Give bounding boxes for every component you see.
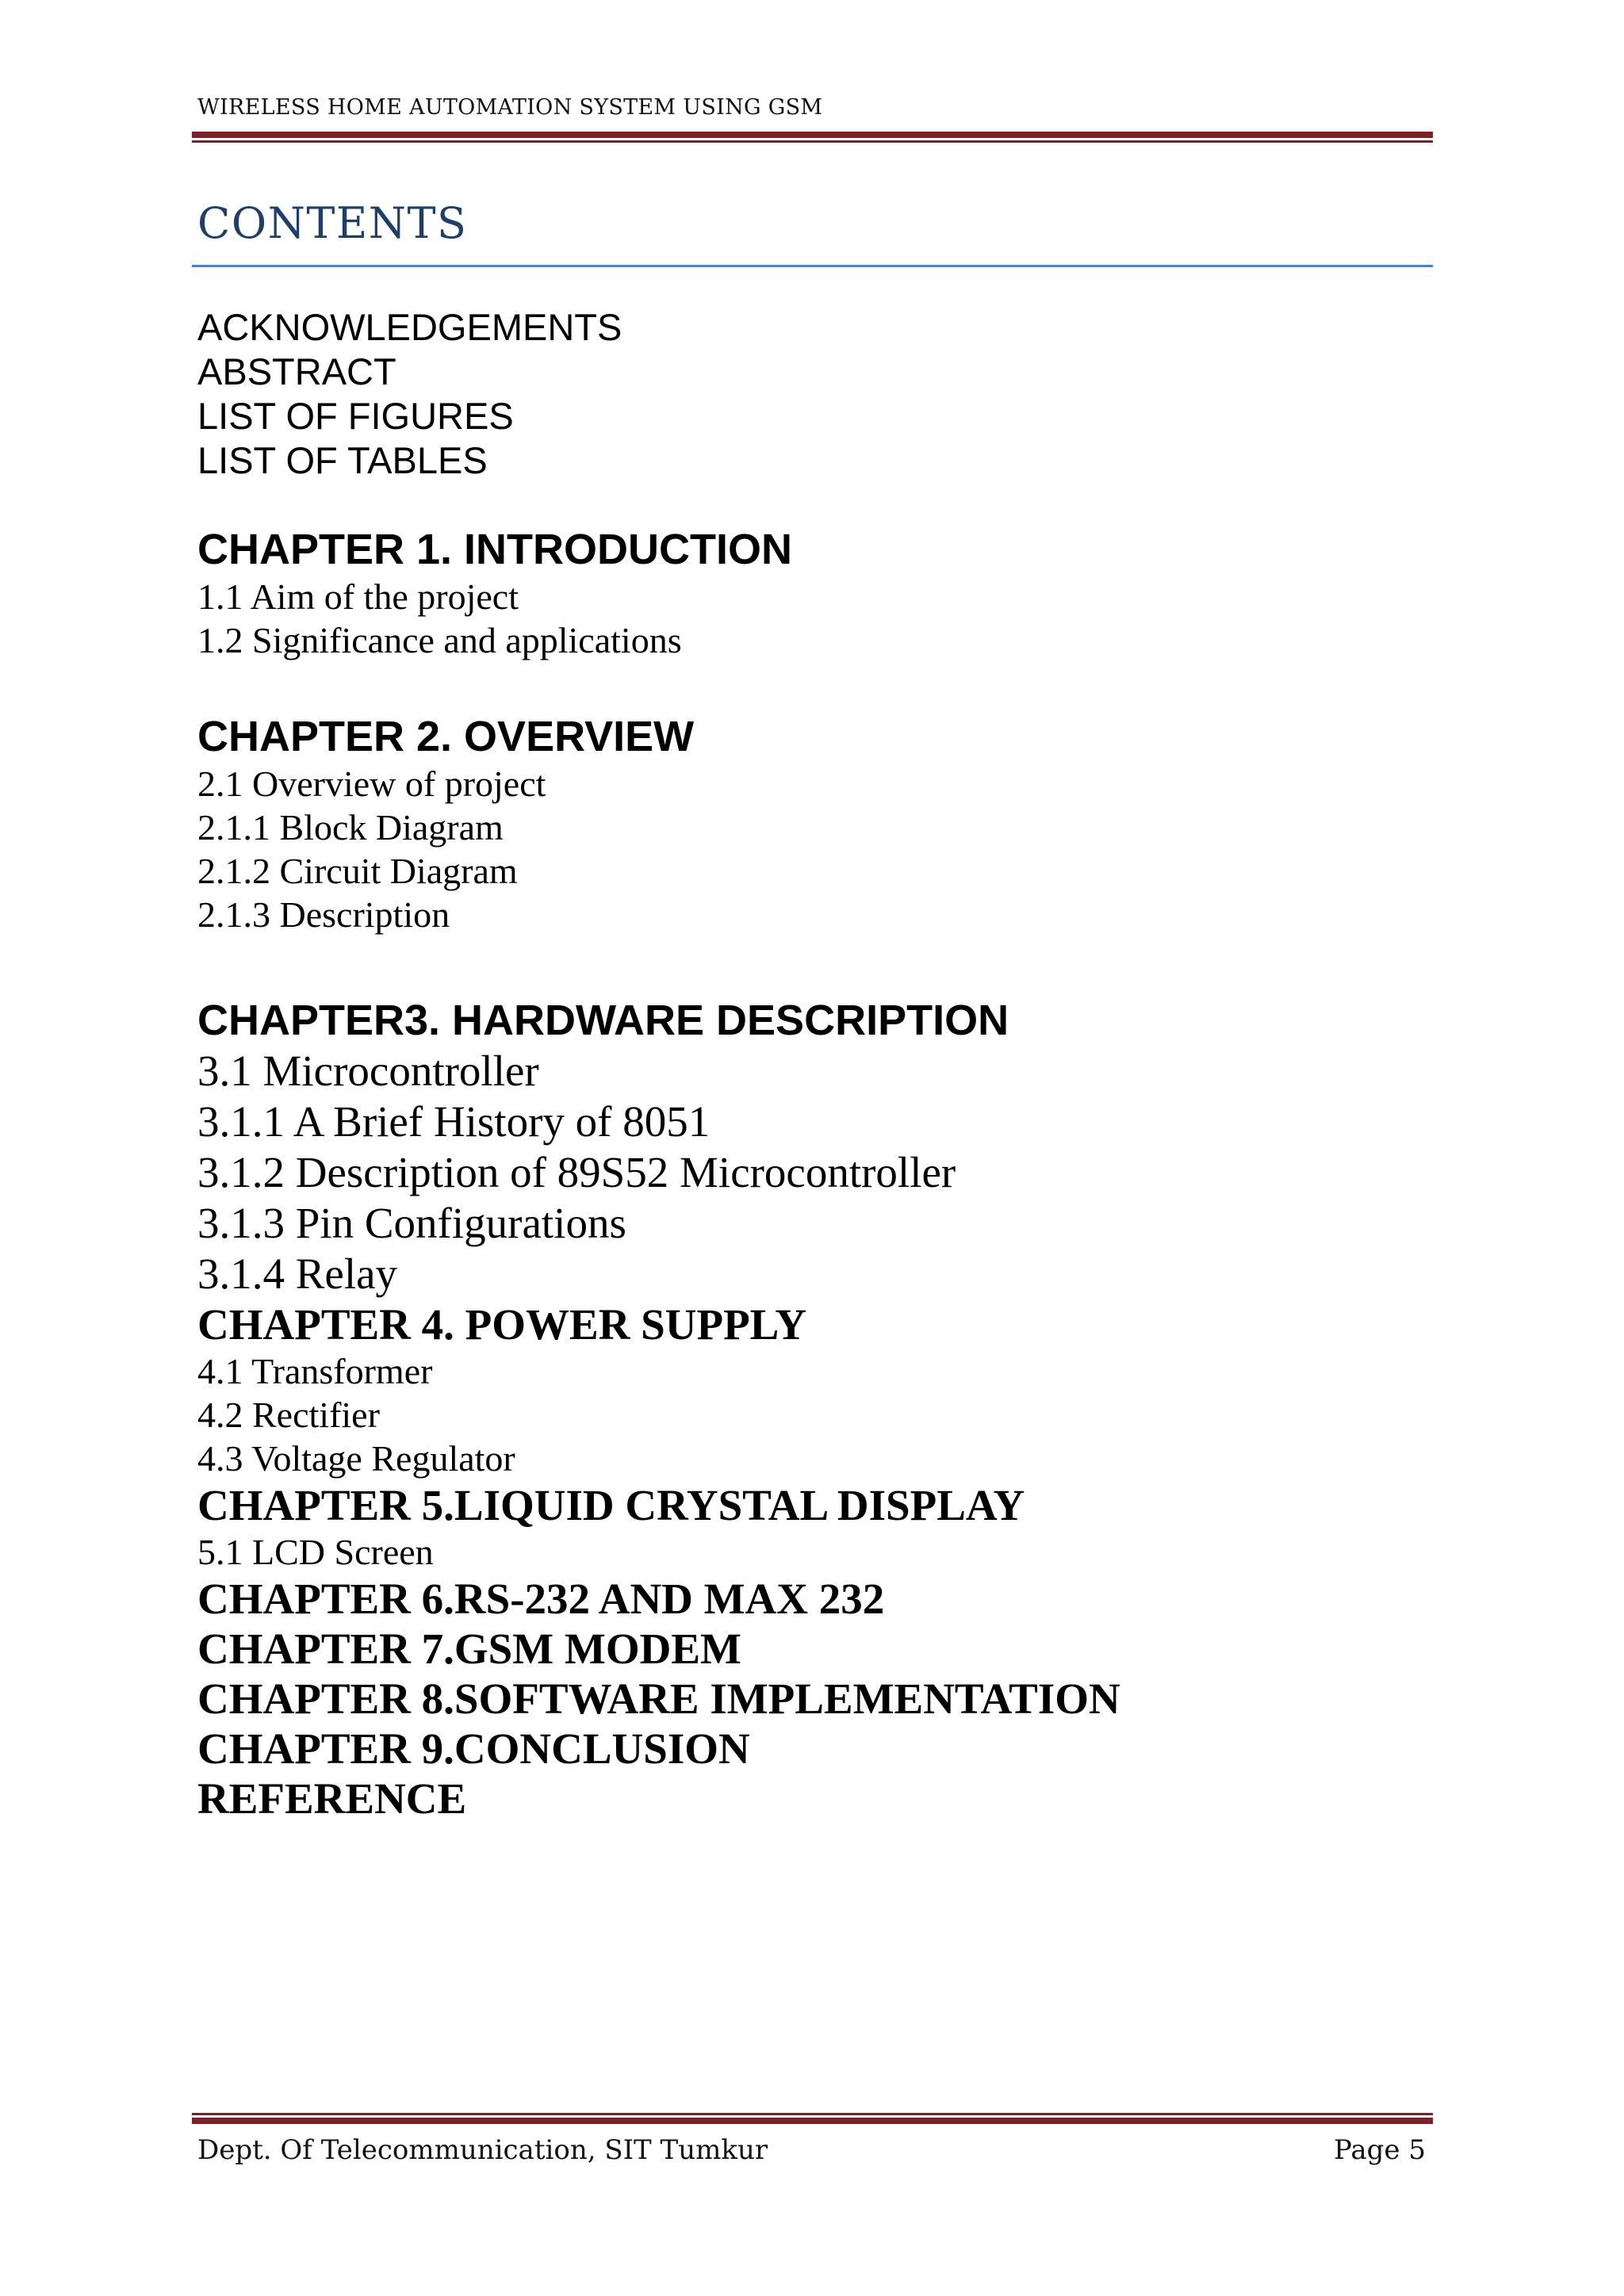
front-matter-list [197,305,1387,483]
toc-subitem: 1.2 Significance and applications [197,620,682,660]
chapter-heading: CHAPTER 2. OVERVIEW [197,713,695,760]
toc-subitem: 3.1.1 A Brief History of 8051 [197,1097,710,1146]
chapter-2 [197,711,1387,936]
chapter-3 [197,995,1387,1299]
toc-item-abstract: ABSTRACT [197,350,396,392]
toc-item-list-of-figures: LIST OF FIGURES [197,395,514,437]
chapter-heading: CHAPTER 9.CONCLUSION [197,1724,750,1773]
toc-subitem: 4.3 Voltage Regulator [197,1438,515,1479]
toc-subitem: 3.1 Microcontroller [197,1047,539,1095]
toc-subitem: 3.1.4 Relay [197,1249,398,1298]
chapter-5 [197,1480,1387,1574]
chapter-heading: CHAPTER 1. INTRODUCTION [197,526,793,573]
toc-subitem: 2.1.1 Block Diagram [197,807,504,848]
page-title: CONTENTS [197,198,468,248]
reference-heading: REFERENCE [197,1774,467,1823]
toc-subitem: 3.1.2 Description of 89S52 Microcontroller [197,1148,956,1196]
toc-item-list-of-tables: LIST OF TABLES [197,439,488,481]
table-of-contents [197,305,1387,1823]
footer-page-number: Page 5 [1334,2134,1426,2166]
toc-subitem: 3.1.3 Pin Configurations [197,1199,626,1247]
chapter-heading: CHAPTER 4. POWER SUPPLY [197,1300,807,1349]
toc-subitem: 5.1 LCD Screen [197,1532,434,1572]
running-header: WIRELESS HOME AUTOMATION SYSTEM USING GSM [197,95,823,120]
footer-rule [192,2113,1433,2124]
chapter-heading: CHAPTER 6.RS-232 AND MAX 232 [197,1575,885,1623]
toc-subitem: 4.1 Transformer [197,1351,433,1391]
chapter-heading: CHAPTER 8.SOFTWARE IMPLEMENTATION [197,1674,1120,1723]
chapter-4 [197,1299,1387,1480]
header-rule [192,132,1433,143]
toc-item-acknowledgements: ACKNOWLEDGEMENTS [197,306,622,348]
toc-subitem: 1.1 Aim of the project [197,576,519,617]
chapter-heading: CHAPTER 7.GSM MODEM [197,1624,741,1673]
title-underline [192,265,1433,267]
chapter-1 [197,524,1387,662]
toc-subitem: 2.1.2 Circuit Diagram [197,851,518,891]
toc-subitem: 2.1.3 Description [197,894,450,935]
footer-department: Dept. Of Telecommunication, SIT Tumkur [197,2134,768,2166]
later-chapters [197,1574,1387,1823]
chapter-heading: CHAPTER 5.LIQUID CRYSTAL DISPLAY [197,1481,1025,1529]
toc-subitem: 2.1 Overview of project [197,763,546,804]
chapter-heading: CHAPTER3. HARDWARE DESCRIPTION [197,997,1009,1044]
toc-subitem: 4.2 Rectifier [197,1395,380,1435]
